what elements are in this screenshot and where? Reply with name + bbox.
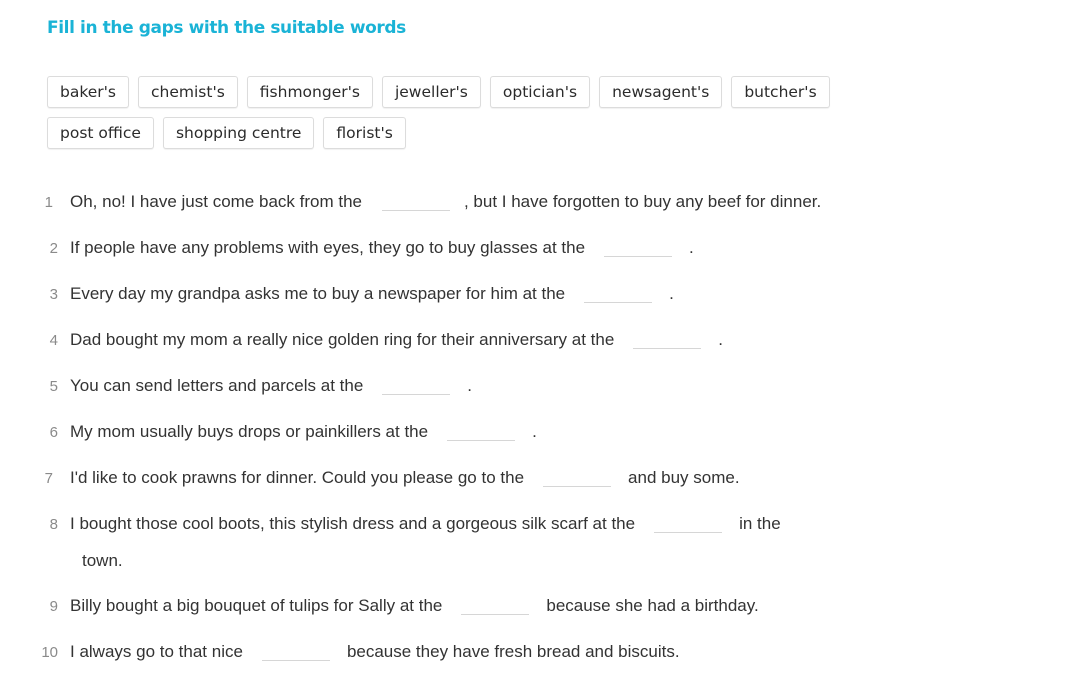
word-chip-jewellers[interactable]: jeweller's (382, 76, 481, 108)
word-chip-chemists[interactable]: chemist's (138, 76, 238, 108)
sentence-text-after: . (467, 376, 473, 395)
sentence-text-after: . (689, 238, 694, 257)
sentence-number: 4 (49, 331, 58, 349)
sentence-number: 8 (49, 515, 58, 533)
word-chip-florists[interactable]: florist's (323, 117, 405, 149)
sentence-text-after: in the (739, 514, 781, 533)
sentence-text-after: because they have fresh bread and biscuits. (346, 642, 680, 661)
sentence-text-after: because she had a birthday. (546, 596, 759, 615)
sentence-3 (0, 280, 674, 308)
answer-gap[interactable] (461, 594, 529, 615)
sentence-7 (0, 464, 740, 492)
word-chip-opticians[interactable]: optician's (490, 76, 590, 108)
sentence-number: 5 (49, 377, 58, 395)
sentence-text-before: If people have any problems with eyes, they go to buy glasses at the (70, 238, 586, 257)
answer-gap[interactable] (654, 512, 722, 533)
answer-gap[interactable] (382, 374, 450, 395)
sentence-text-after: . (669, 284, 674, 303)
sentence-text-after: . (532, 422, 537, 441)
sentence-number: 9 (49, 597, 58, 615)
sentence-8-continuation: town. (82, 551, 123, 570)
answer-gap[interactable] (633, 328, 701, 349)
word-chip-newsagents[interactable]: newsagent's (599, 76, 722, 108)
word-chip-shopping-centre[interactable]: shopping centre (163, 117, 314, 149)
answer-gap[interactable] (382, 190, 450, 211)
sentence-text-before: I bought those cool boots, this stylish dress and a gorgeous silk scarf at the (70, 514, 636, 533)
sentence-number: 2 (49, 239, 58, 257)
sentence-number: 6 (49, 423, 58, 441)
sentence-text-after: and buy some. (628, 468, 740, 487)
sentence-4 (0, 326, 723, 354)
sentence-8 (0, 510, 781, 538)
sentence-text-before: I'd like to cook prawns for dinner. Could you please go to the (70, 468, 525, 487)
sentence-number: 10 (41, 643, 58, 661)
sentence-text-before: Dad bought my mom a really nice golden ring for their anniversary at the (70, 330, 615, 349)
sentence-text-before: You can send letters and parcels at the (70, 376, 364, 395)
sentence-text-before: Oh, no! I have just come back from the (70, 192, 362, 211)
sentence-2 (0, 234, 694, 262)
sentence-text-before: My mom usually buys drops or painkillers at the (70, 422, 429, 441)
word-chip-fishmongers[interactable]: fishmonger's (247, 76, 373, 108)
sentence-text-after: , but I have forgotten to buy any beef for dinner. (463, 192, 822, 211)
word-chip-post-office[interactable]: post office (47, 117, 154, 149)
sentence-number: 3 (49, 285, 58, 303)
sentence-6 (0, 418, 537, 446)
answer-gap[interactable] (447, 420, 515, 441)
word-chip-bakers[interactable]: baker's (47, 76, 129, 108)
word-bank (47, 76, 907, 149)
sentence-text-before: Billy bought a big bouquet of tulips for Sally at the (70, 596, 443, 615)
answer-gap[interactable] (584, 282, 652, 303)
exercise-title: Fill in the gaps with the suitable words (47, 18, 406, 38)
answer-gap[interactable] (543, 466, 611, 487)
word-chip-butchers[interactable]: butcher's (731, 76, 829, 108)
sentence-text-after: . (718, 330, 724, 349)
sentence-number: 7 (44, 469, 53, 487)
sentence-text-before: I always go to that nice (70, 642, 243, 661)
sentence-1 (0, 188, 821, 216)
sentence-number: 1 (44, 193, 53, 211)
sentence-10 (0, 638, 680, 666)
answer-gap[interactable] (262, 640, 330, 661)
sentence-text-before: Every day my grandpa asks me to buy a newspaper for him at the (70, 284, 566, 303)
sentence-5 (0, 372, 472, 400)
sentence-9 (0, 592, 759, 620)
answer-gap[interactable] (604, 236, 672, 257)
